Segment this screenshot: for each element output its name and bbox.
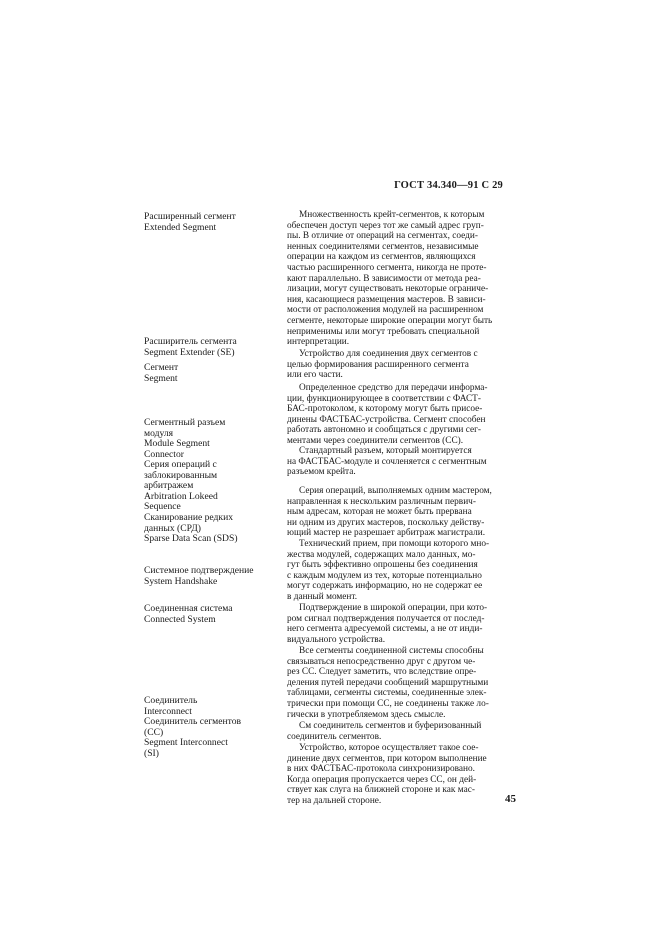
term-line: арбитражем <box>144 480 194 492</box>
term-line: Sequence <box>144 501 181 513</box>
definition-line: работать автономно и сообщаться с другими сег- <box>287 425 481 436</box>
definition-line: соединитель сегментов. <box>287 731 382 742</box>
definition-line: обеспечен доступ через тот же самый адрес груп- <box>287 220 484 231</box>
term-line: Соединитель сегментов <box>144 716 242 727</box>
term-connected-system <box>144 604 274 625</box>
definition-line: Множественность крейт-сегментов, к которым <box>299 210 485 220</box>
term-segment-extender <box>144 337 274 358</box>
definition-line: ненных соединителями сегментов, независимые <box>287 241 479 252</box>
term-line: Системное подтверждение <box>144 565 254 576</box>
term-line: Segment Interconnect <box>144 737 228 749</box>
definition-interconnect <box>287 721 517 742</box>
term-line: Соединитель <box>144 695 198 706</box>
definition-line: ни одним из других мастеров, поскольку действу- <box>287 517 485 528</box>
term-line: System Handshake <box>144 575 218 587</box>
definition-line: кают параллельно. В зависимости от метода реа- <box>287 273 481 284</box>
definition-line: ром сигнал подтверждения получается от послед- <box>287 613 485 624</box>
term-segment <box>144 363 274 384</box>
definition-line: динены ФАСТБАС-устройства. Сегмент способен <box>287 414 486 425</box>
definition-segment-extender <box>287 349 517 381</box>
definition-line: См соединитель сегментов и буферизованный <box>299 721 482 731</box>
term-line: Расширенный сегмент <box>144 211 236 222</box>
definition-line: ции, функционирующее в соответствии с ФАСТ- <box>287 393 481 404</box>
term-line: данных (СРД) <box>144 522 201 534</box>
term-line: Sparse Data Scan (SDS) <box>144 533 238 545</box>
definition-line: целью формирования расширенного сегмента <box>287 359 469 370</box>
definition-line: него сегмента адресуемой системы, а не от инди- <box>287 624 483 635</box>
definition-line: видуального устройства. <box>287 634 386 645</box>
term-arbitration-locked-sequence <box>144 460 274 513</box>
definition-line: Когда операция пропускается через СС, он дей- <box>287 774 477 785</box>
term-line: Interconnect <box>144 705 192 717</box>
definition-system-handshake <box>287 603 517 645</box>
definition-line: ющий мастер не разрешает арбитраж магистрали. <box>287 528 486 539</box>
term-interconnect <box>144 696 274 717</box>
definition-sparse-data-scan <box>287 539 517 603</box>
definition-line: сегменте, некоторые широкие операции могут быть <box>287 315 493 326</box>
term-line: Сканирование редких <box>144 512 234 523</box>
term-sparse-data-scan <box>144 513 274 545</box>
definition-line: Подтверждение в широкой операции, при кото- <box>299 603 488 613</box>
definition-line: Все сегменты соединенной системы способны <box>299 646 484 656</box>
term-module-segment-connector <box>144 418 274 460</box>
definition-line: операции на каждом из сегментов, являющихся <box>287 252 476 263</box>
definition-line: Определенное средство для передачи информа- <box>299 383 488 393</box>
definition-line: Устройство, которое осуществляет такое сое- <box>299 743 479 753</box>
term-line: Module Segment <box>144 438 210 450</box>
definition-line: частью расширенного сегмента, никогда не проте- <box>287 262 487 273</box>
definition-line: ствует как слуга на ближней стороне и как мас- <box>287 785 475 796</box>
term-extended-segment <box>144 212 274 233</box>
definition-line: на ФАСТБАС-модуле и сочленяется с сегментным <box>287 456 487 467</box>
definition-line: Технический прием, при помощи которого мно- <box>299 539 490 549</box>
definition-line: рез СС. Следует заметить, что вследствие опре- <box>287 667 477 678</box>
term-line: (SI) <box>144 747 159 759</box>
definition-arbitration-locked-sequence <box>287 486 517 539</box>
term-line: Connected System <box>144 613 216 625</box>
term-line: Сегментный разъем <box>144 417 226 428</box>
definition-line: или его части. <box>287 370 343 381</box>
term-line: Серия операций с <box>144 459 217 470</box>
term-line: Connector <box>144 448 184 460</box>
term-line: Extended Segment <box>144 221 217 233</box>
term-line: модуля <box>144 427 174 439</box>
definition-line: лизации, могут существовать некоторые ограниче- <box>287 284 489 295</box>
term-segment-interconnect <box>144 717 274 759</box>
definition-segment <box>287 383 517 447</box>
definition-line: гически в употребляемом здесь смысле. <box>287 709 446 720</box>
definition-line: трически при помощи СС, не соединены также ло- <box>287 698 489 709</box>
definition-line: в них ФАСТБАС-протокола синхронизировано. <box>287 764 475 775</box>
definition-line: Устройство для соединения двух сегментов с <box>299 349 478 359</box>
term-line: Сегмент <box>144 362 179 373</box>
definition-line: могут содержать информацию, но не содержат ее <box>287 581 483 592</box>
term-line: Segment Extender (SE) <box>144 346 235 358</box>
definition-line: мости от расположения модулей на расширенном <box>287 305 484 316</box>
definition-line: разъемом крейта. <box>287 467 356 478</box>
page-number: 45 <box>505 793 516 805</box>
definition-line: неприменимы или могут требовать специальной <box>287 326 480 337</box>
definition-line: связываться непосредственно друг с другом че- <box>287 656 476 667</box>
term-line: заблокированным <box>144 469 218 481</box>
definition-line: направленная к нескольким различным первич- <box>287 496 476 507</box>
definition-line: пы. В отличие от операций на сегментах, соеди- <box>287 231 478 242</box>
definition-line: ным адресам, которая не может быть прервана <box>287 507 472 518</box>
definition-line: гут быть эффективно опрошены без соединения <box>287 560 478 571</box>
page-header: ГОСТ 34.340—91 С 29 <box>394 180 503 191</box>
definition-connected-system <box>287 646 517 720</box>
definition-line: Стандартный разъем, который монтируется <box>299 446 472 456</box>
term-line: (СС) <box>144 726 164 738</box>
definition-extended-segment <box>287 210 517 348</box>
term-line: Segment <box>144 372 178 384</box>
definition-module-segment-connector <box>287 446 517 478</box>
definition-line: тер на дальней стороне. <box>287 795 382 806</box>
term-line: Соединенная система <box>144 603 233 614</box>
definition-segment-interconnect <box>287 743 517 807</box>
definition-line: динение двух сегментов, при котором выполнение <box>287 753 487 764</box>
definition-line: ментами через соединители сегментов (СС). <box>287 435 464 446</box>
definition-line: Серия операций, выполняемых одним мастером, <box>299 486 492 496</box>
definition-line: с каждым модулем из тех, которые потенциально <box>287 570 482 581</box>
definition-line: таблицами, сегменты системы, соединенные элек- <box>287 688 487 699</box>
definition-line: ния, касающиеся размещения мастеров. В зависи- <box>287 294 486 305</box>
definition-line: интерпретации. <box>287 337 350 348</box>
definition-line: деления путей передачи сообщений маршрутными <box>287 677 489 688</box>
term-system-handshake <box>144 566 274 587</box>
definition-line: жества модулей, содержащих мало данных, мо- <box>287 549 476 560</box>
definition-line: в данный момент. <box>287 591 358 602</box>
definition-line: БАС-протоколом, к которому могут быть присое- <box>287 404 483 415</box>
term-line: Расширитель сегмента <box>144 336 237 347</box>
term-line: Arbitration Lokeed <box>144 490 218 502</box>
